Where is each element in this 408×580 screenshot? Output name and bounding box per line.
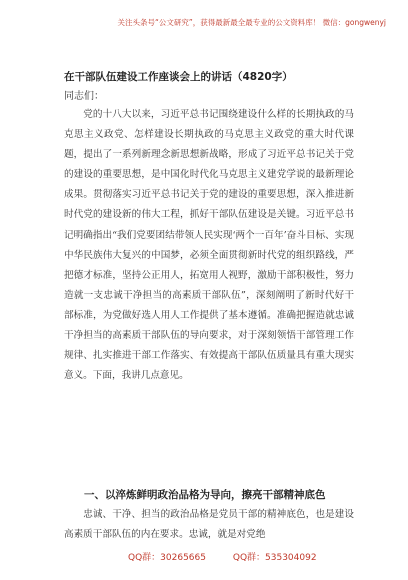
greeting: 同志们： bbox=[64, 91, 104, 102]
section-heading: 一、以淬炼鲜明政治品格为导向，擦亮干部精神底色 bbox=[84, 489, 326, 501]
document-title: 在干部队伍建设工作座谈会上的讲话（4820字） bbox=[64, 71, 293, 83]
paragraph: 党的十八大以来，习近平总书记围绕建设什么样的长期执政的马克思主义政党、怎样建设长期执政的马克思主义政党的重大时代课题，提出了一系列新理念新思想新战略，形成了习近平总书记关于党的建设的重要思想，是中国化时代化马克思主义建党学说的最新理论成果。贯彻落实习近平总书记关于党的建设的重要思想，深入推进新时代党的建设新的伟大工程，抓好干部队伍建设是关键。习近平总书记明确指出“我们党要团结带领人民实现‘两个一百年’奋斗目标、实现中华民族伟大复兴的中国梦，必须全面贯彻新时代党的组织路线，严把德才标准，坚持公正用人，拓宽用人视野，激励干部积极性，努力造就一支忠诚干净担当的高素质干部队伍”，深刻阐明了新时代好干部标准，为党做好选人用人工作提供了基本遵循。准确把握造就忠诚干净担当的高素质干部队伍的导向要求，对于深刻领悟干部管理工作规律、扎实推进干部工作落实、有效提高干部队伍质量具有重大现实意义。下面，我讲几点意见。 bbox=[64, 109, 354, 382]
qq-group-2: QQ群：535304092 bbox=[232, 553, 317, 563]
footer-qq-groups bbox=[128, 550, 317, 563]
paragraph: 忠诚、干净、担当的政治品格是党员干部的精神底色，也是建设高素质干部队伍的内在要求。忠诚，就是对党绝 bbox=[64, 509, 354, 541]
qq-group-1: QQ群：30265665 bbox=[128, 553, 206, 563]
promo-banner: 关注头条号“公文研究”，获得最新最全最专业的公文资料库！ 微信：gongwenyj bbox=[117, 18, 386, 27]
document-body bbox=[64, 105, 354, 386]
document-body-continued bbox=[64, 505, 354, 545]
